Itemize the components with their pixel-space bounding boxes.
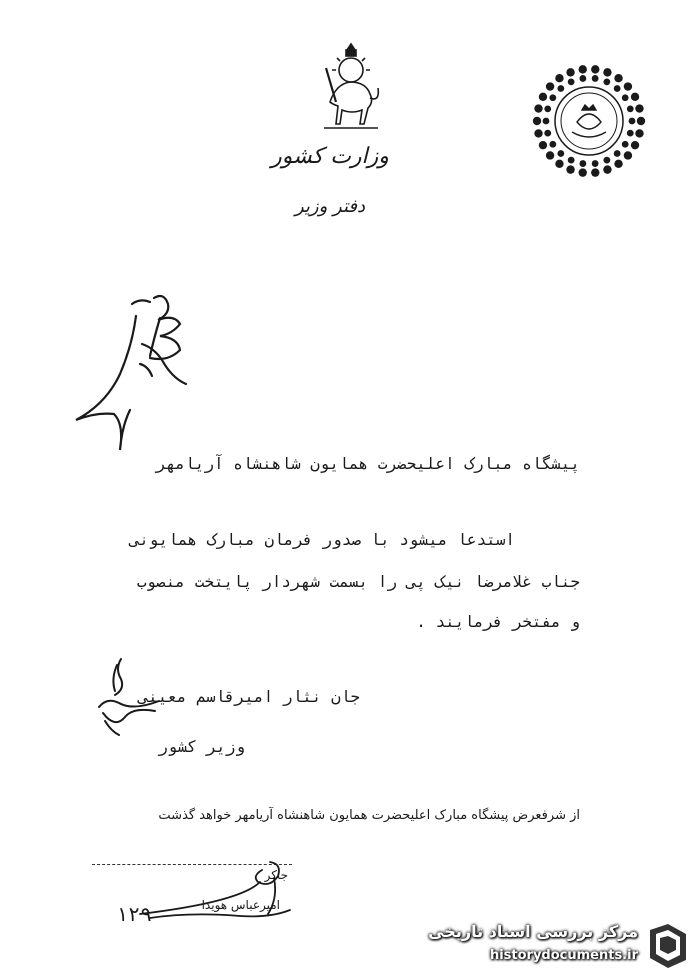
signer-name: جان نثار امیرقاسم معینی: [138, 687, 360, 706]
signer-title: وزیر کشور: [158, 737, 245, 756]
circular-dotted-seal-icon: [530, 62, 648, 180]
decree-note: از شرفعرض پیشگاه مبارک اعلیحضرت همایون شاهنشاه آریامهر خواهد گذشت: [158, 808, 580, 823]
letter-body-line: جناب غلامرضا نیک پی را بسمت شهردار پایتخت منصوب: [136, 572, 580, 591]
handwritten-signer: امیرعباس هویدا: [201, 898, 280, 912]
watermark-url: historydocuments.ir: [489, 948, 638, 963]
lion-and-sun-emblem-icon: [316, 42, 386, 132]
handwritten-number: ۱۲۹: [116, 902, 153, 926]
document-archive-logo-icon: [642, 920, 692, 970]
watermark-name: مرکز بررسی اسناد تاریخی: [428, 922, 638, 941]
royal-signature: [70, 288, 220, 463]
office-name: دفتر وزیر: [294, 196, 366, 217]
letter-address: پیشگاه مبارک اعلیحضرت همایون شاهنشاه آریامهر: [156, 454, 580, 473]
letter-body-line: استدعا میشود با صدور فرمان مبارک همایونی: [129, 530, 515, 549]
ministry-name: وزارت کشور: [271, 144, 389, 169]
letter-body-line: و مفتخر فرمایند .: [416, 612, 580, 631]
handwritten-note: جاکر: [264, 868, 288, 882]
